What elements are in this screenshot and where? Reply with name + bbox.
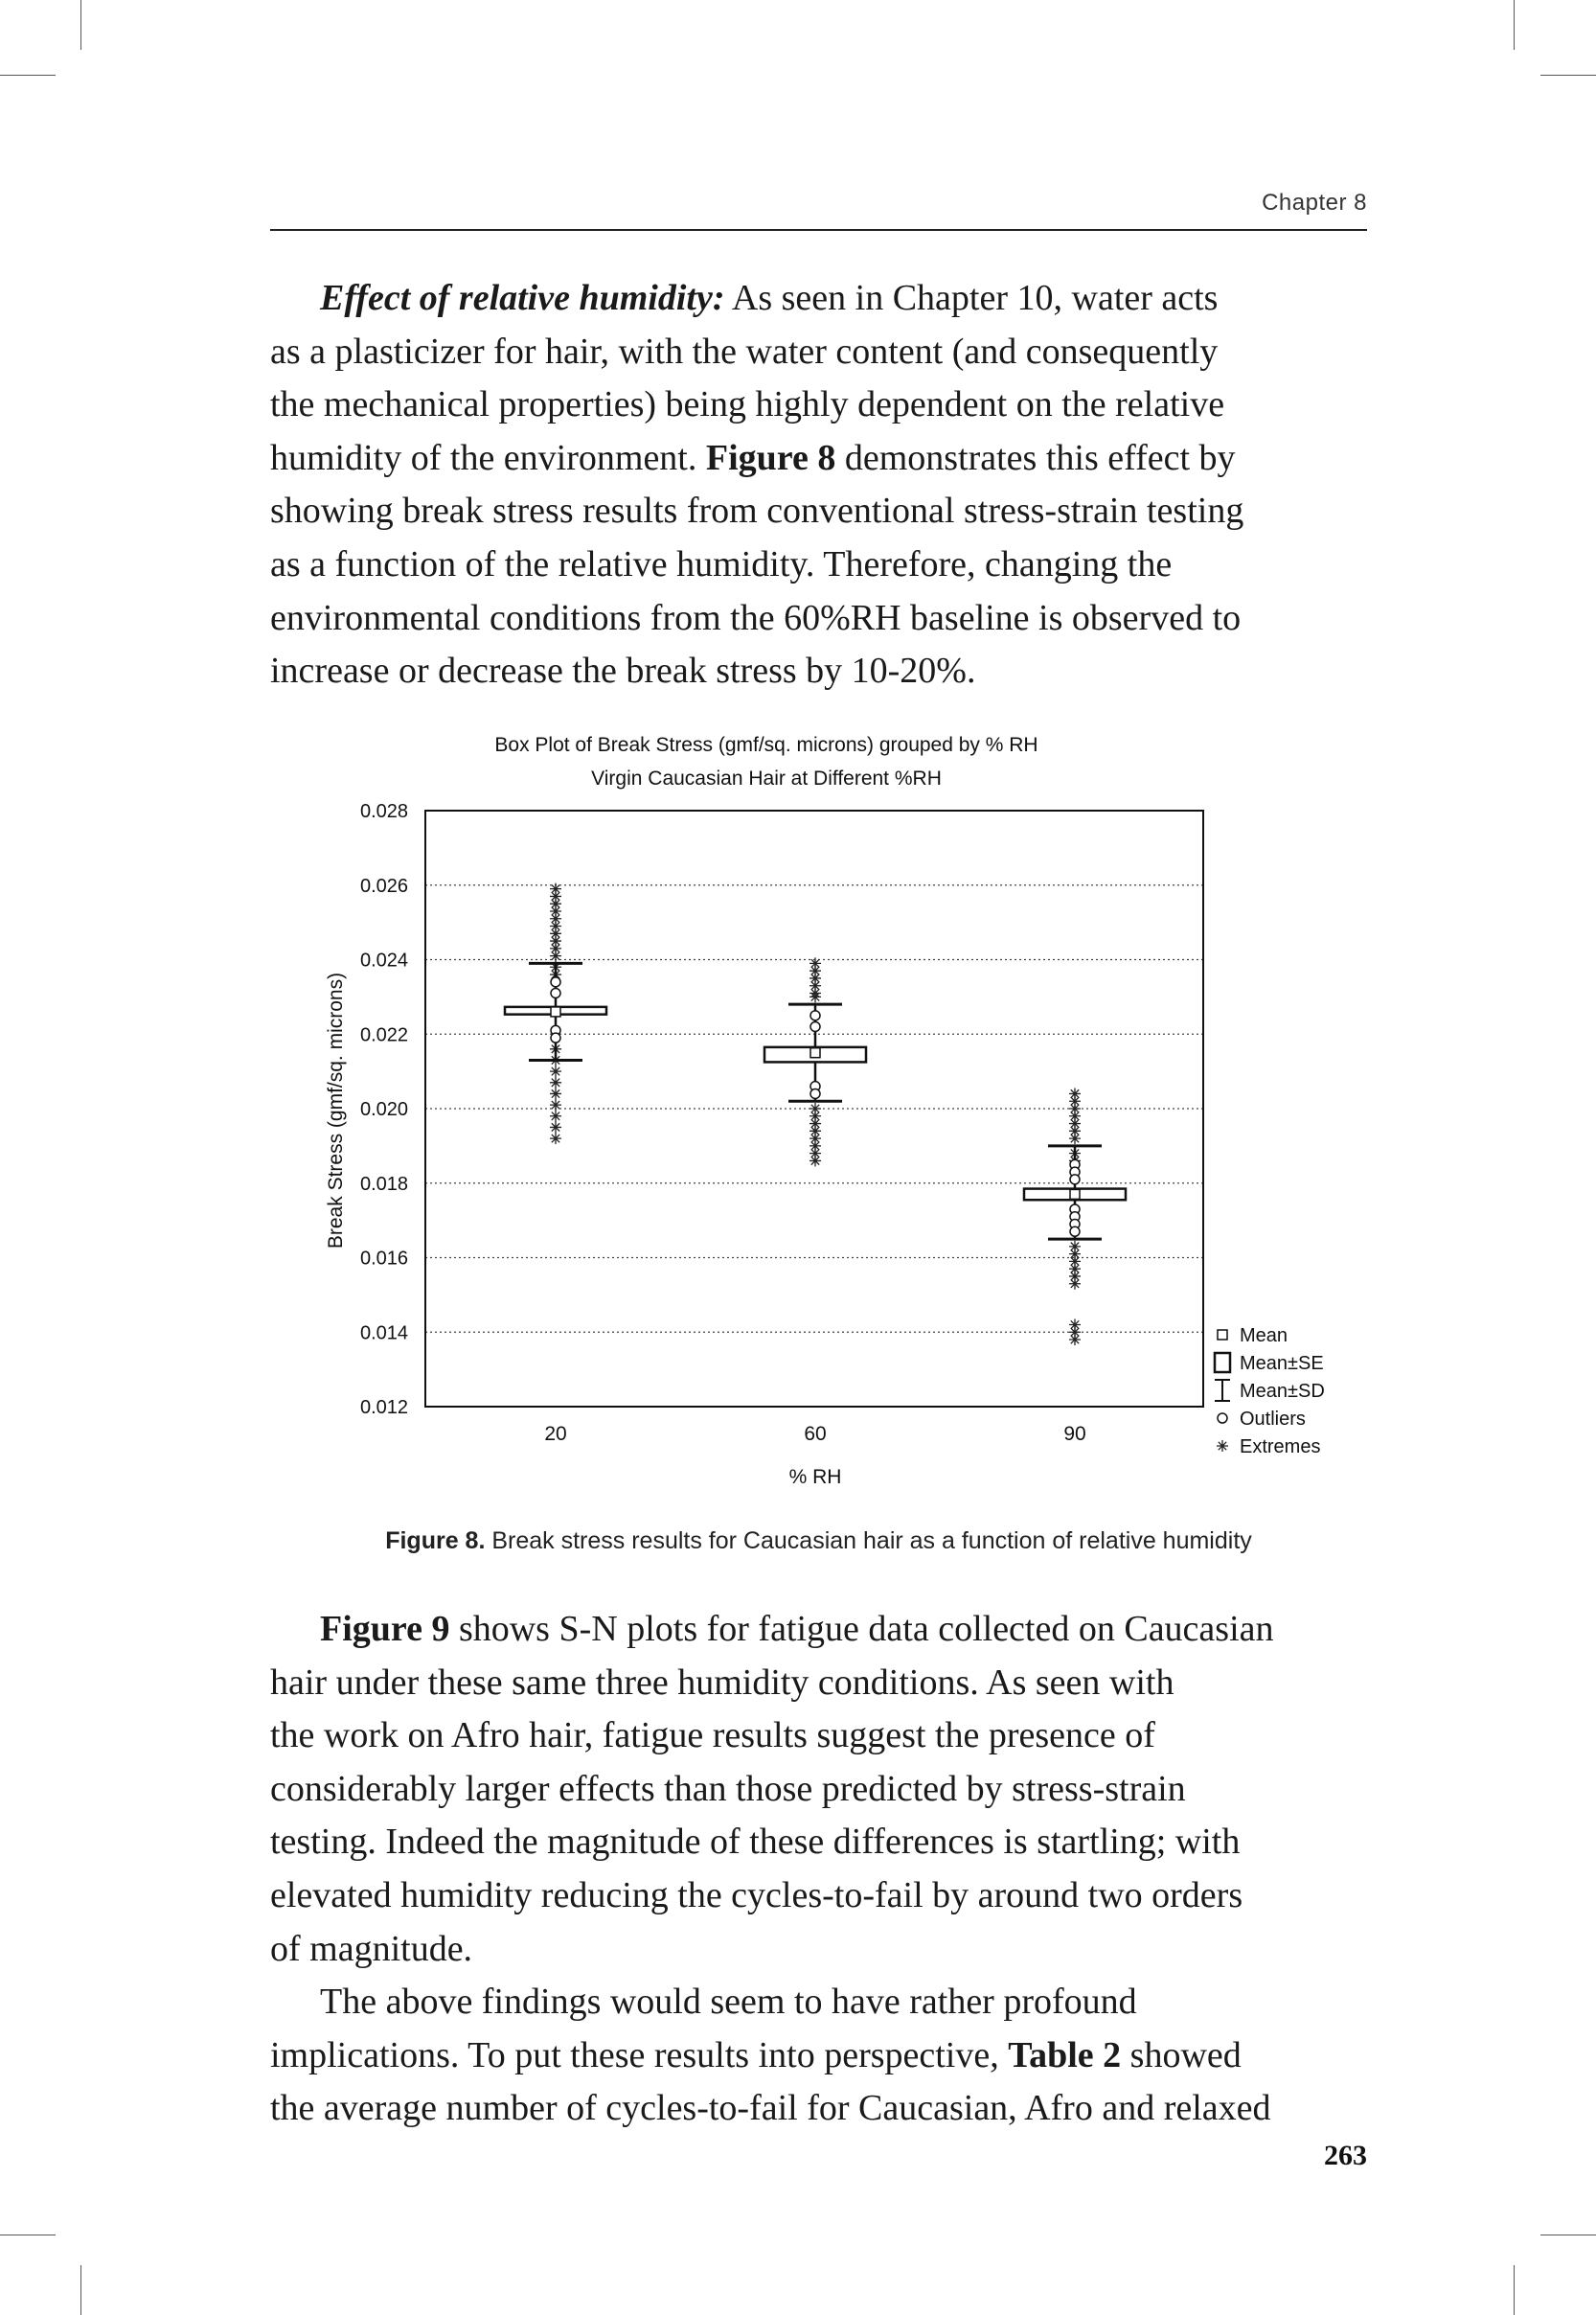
text-line: the work on Afro hair, fatigue results suggest the presence of (270, 1715, 1155, 1756)
figure-caption (270, 1527, 1367, 1555)
paragraph-lead: Effect of relative humidity: (320, 278, 725, 318)
table-reference: Table 2 (1008, 2034, 1122, 2075)
y-tick-label: 0.020 (360, 1099, 409, 1120)
text-line: Figure 9 shows S-N plots for fatigue data collected on Caucasian (320, 1609, 1274, 1649)
page-number: 263 (1324, 2140, 1367, 2171)
legend-label: Mean±SE (1240, 1353, 1324, 1374)
paragraph-implications (270, 1976, 1367, 2136)
y-axis-title: Break Stress (gmf/sq. microns) (325, 972, 347, 1249)
text-line: as a plasticizer for hair, with the water content (and consequently (270, 331, 1219, 372)
text-line: humidity of the environment. Figure 8 demonstrates this effect by (270, 437, 1236, 478)
text-line: the mechanical properties) being highly dependent on the relative (270, 384, 1225, 425)
outlier-point (551, 988, 560, 997)
legend-sd-symbol (1215, 1380, 1230, 1401)
outlier-point (1070, 1226, 1080, 1236)
extreme-point (809, 1155, 821, 1166)
y-tick-label: 0.012 (360, 1397, 409, 1418)
text-line: environmental conditions from the 60%RH baseline is observed to (270, 597, 1242, 638)
extreme-point (1069, 1278, 1081, 1290)
legend-mean-symbol (1218, 1330, 1227, 1340)
y-tick-label: 0.026 (360, 875, 409, 897)
outlier-point (1070, 1175, 1080, 1184)
text-line: testing. Indeed the magnitude of these differences is startling; with (270, 1822, 1241, 1863)
text-line: elevated humidity reducing the cycles-to-fail by around two orders (270, 1874, 1243, 1915)
crop-mark (1514, 2265, 1515, 2315)
figure-reference: Figure 8 (705, 437, 836, 478)
text-line: showing break stress results from conventional stress-strain testing (270, 491, 1244, 532)
extreme-point (550, 1066, 561, 1077)
text-line: Effect of relative humidity: As seen in Chapter 10, water acts (320, 278, 1219, 318)
x-tick-label: 90 (1063, 1423, 1086, 1445)
x-tick-label: 20 (544, 1423, 567, 1445)
y-tick-label: 0.018 (360, 1173, 409, 1195)
x-axis-title: % RH (788, 1466, 842, 1488)
extreme-point (809, 991, 821, 1002)
figure-reference: Figure 9 (320, 1609, 450, 1649)
text-line: considerably larger effects than those predicted by stress-strain (270, 1768, 1186, 1809)
legend-extreme-symbol (1217, 1440, 1228, 1452)
x-tick-label: 60 (804, 1423, 827, 1445)
extreme-point (550, 1133, 561, 1144)
chart-subtitle: Virgin Caucasian Hair at Different %RH (591, 768, 942, 790)
crop-mark (80, 2265, 81, 2315)
extreme-point (550, 1111, 561, 1122)
y-tick-label: 0.024 (360, 950, 409, 972)
legend-label: Mean±SD (1240, 1381, 1325, 1402)
extreme-point (550, 1088, 561, 1099)
mean-marker (1070, 1189, 1080, 1199)
y-tick-label: 0.022 (360, 1024, 409, 1046)
extreme-point (550, 1099, 561, 1111)
text-line: The above findings would seem to have rather profound (320, 1982, 1137, 2022)
legend-label: Extremes (1240, 1436, 1321, 1457)
y-tick-label: 0.028 (360, 801, 409, 822)
text-line: hair under these same three humidity conditions. As seen with (270, 1662, 1174, 1703)
text-line: increase or decrease the break stress by 10-20%. (270, 651, 976, 692)
mean-marker (810, 1048, 820, 1058)
text-line: the average number of cycles-to-fail for Caucasian, Afro and relaxed (270, 2088, 1271, 2129)
legend-label: Mean (1240, 1325, 1288, 1346)
running-head: Chapter 8 (1262, 190, 1367, 216)
legend-outlier-symbol (1218, 1413, 1227, 1423)
extreme-point (550, 951, 561, 962)
figure-label: Figure 8. (385, 1527, 486, 1554)
text-line: as a function of the relative humidity. Therefore, changing the (270, 543, 1173, 584)
outlier-point (551, 1033, 560, 1043)
outlier-point (551, 977, 560, 987)
outlier-point (810, 1021, 820, 1031)
text-line: of magnitude. (270, 1928, 473, 1969)
extreme-point (550, 1121, 561, 1133)
extreme-point (1069, 1334, 1081, 1345)
outlier-point (810, 1089, 820, 1098)
chart-title: Box Plot of Break Stress (gmf/sq. microns) grouped by % RH (494, 734, 1038, 756)
outlier-point (810, 1011, 820, 1020)
extreme-point (1069, 1133, 1081, 1144)
y-tick-label: 0.014 (360, 1322, 409, 1344)
text-line: implications. To put these results into perspective, Table 2 showed (270, 2034, 1242, 2075)
figure-caption-text: Break stress results for Caucasian hair as a function of relative humidity (491, 1527, 1252, 1554)
legend-se-symbol (1215, 1353, 1230, 1372)
extreme-point (550, 1077, 561, 1089)
paragraph-fatigue (270, 1603, 1367, 1976)
legend-label: Outliers (1240, 1409, 1306, 1430)
y-tick-label: 0.016 (360, 1248, 409, 1270)
mean-marker (551, 1007, 560, 1017)
